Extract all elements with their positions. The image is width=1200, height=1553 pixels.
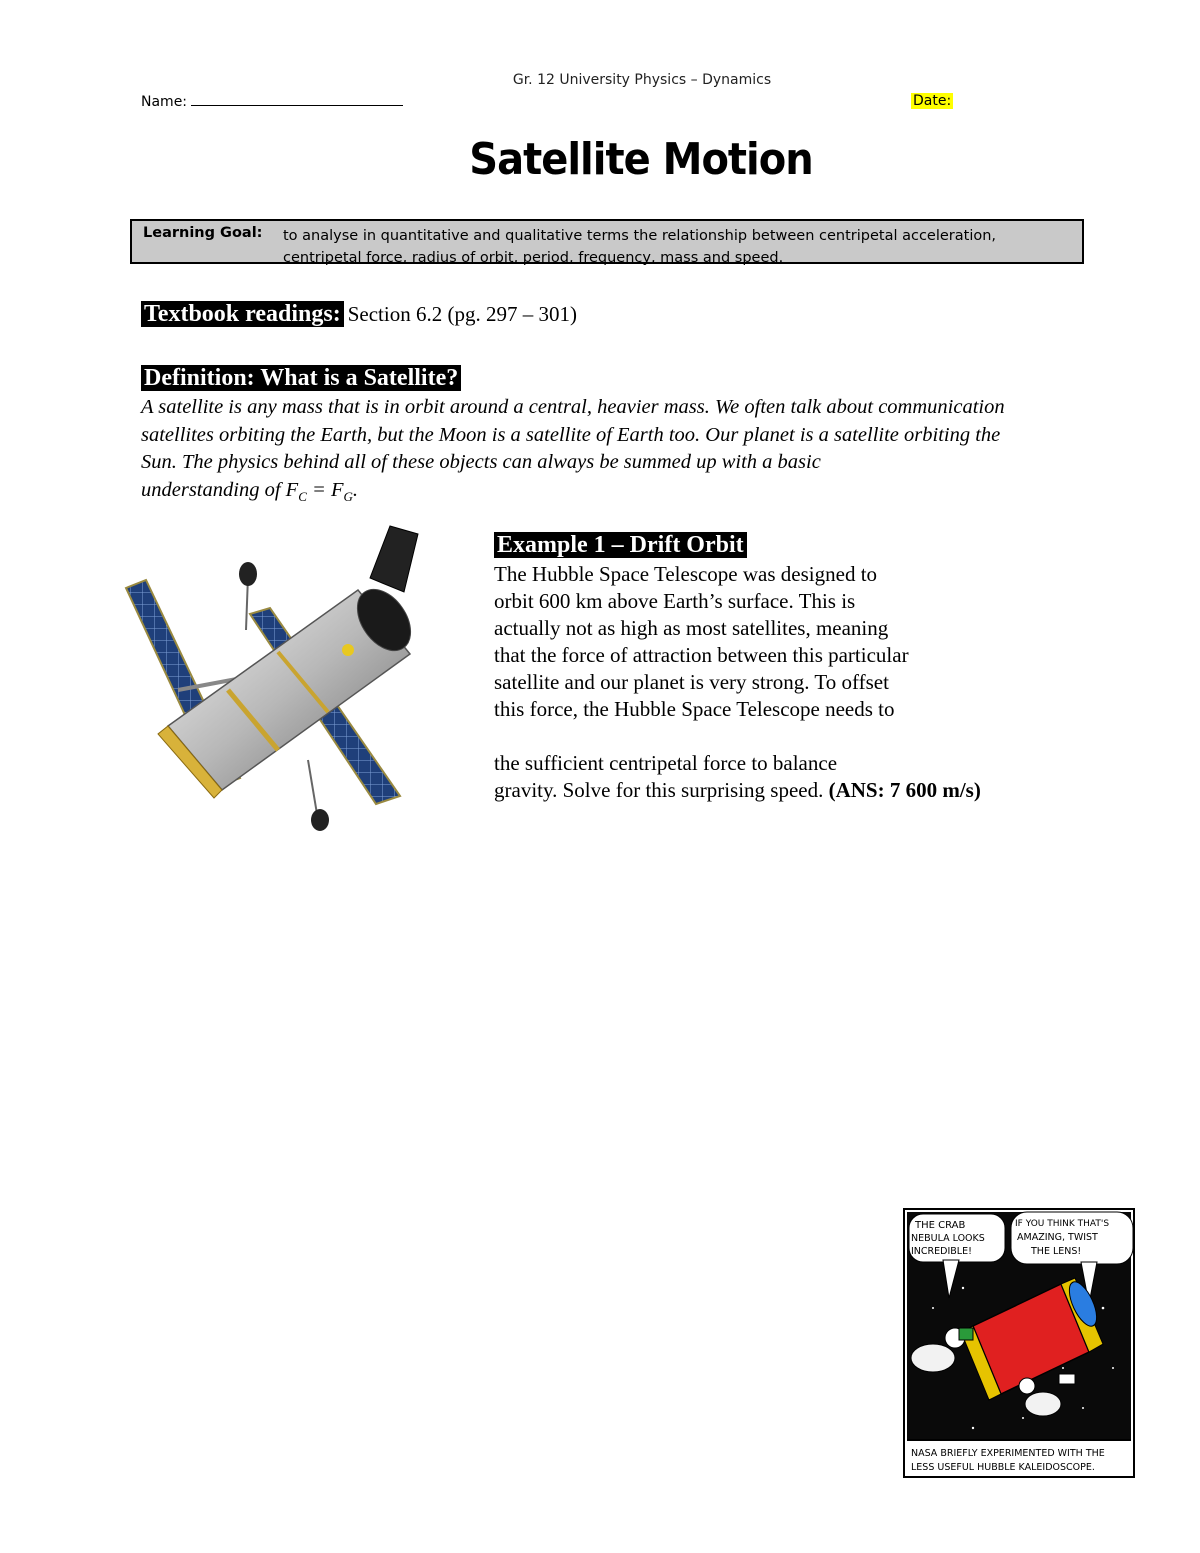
comic-caption-line-2: LESS USEFUL HUBBLE KALEIDOSCOPE.	[911, 1462, 1095, 1473]
name-label: Name:	[141, 94, 192, 110]
force-symbol-c: F	[285, 478, 299, 501]
example1-line-4: that the force of attraction between this particular	[494, 643, 909, 667]
example1-answer: (ANS: 7 600 m/s)	[828, 778, 981, 802]
bubble-left-line-2: NEBULA LOOKS	[911, 1233, 985, 1244]
bubble-left-line-3: INCREDIBLE!	[911, 1246, 972, 1257]
definition-heading-row	[141, 364, 461, 392]
definition-line-3: Sun. The physics behind all of these objects can always be summed up with a basic	[141, 451, 821, 473]
example1-line-8	[494, 777, 1054, 804]
equals-sign: =	[306, 478, 331, 501]
example1-line-7: the sufficient centripetal force to balance	[494, 751, 838, 775]
name-field	[141, 93, 403, 110]
example1-line-5: satellite and our planet is very strong. To offset	[494, 670, 889, 694]
example1-blank-line	[494, 723, 1054, 750]
definition-line-4-prefix: understanding of	[141, 478, 286, 501]
definition-heading: Definition: What is a Satellite?	[141, 365, 461, 391]
bubble-right-line-1: IF YOU THINK THAT'S	[1015, 1219, 1110, 1229]
course-title: Gr. 12 University Physics – Dynamics	[512, 72, 772, 88]
subscript-c: C	[298, 488, 307, 504]
date-label: Date:	[913, 93, 952, 109]
hubble-kaleidoscope-comic	[903, 1208, 1135, 1478]
force-symbol-g: F	[330, 478, 344, 501]
readings-text: Section 6.2 (pg. 297 – 301)	[347, 302, 577, 326]
page-title: Satellite Motion	[469, 135, 813, 185]
subscript-g: G	[343, 488, 353, 504]
hubble-telescope-image	[118, 520, 436, 838]
definition-line-2: satellites orbiting the Earth, but the Moon is a satellite of Earth too. Our planet is a satellite orbiting the	[141, 423, 1001, 446]
example1-heading: Example 1 – Drift Orbit	[494, 532, 747, 558]
definition-text	[141, 394, 1151, 510]
comic-caption-line-1: NASA BRIEFLY EXPERIMENTED WITH THE	[911, 1448, 1105, 1459]
learning-goal-box	[130, 219, 1084, 264]
example1-line-6: this force, the Hubble Space Telescope needs to	[494, 697, 895, 721]
definition-period: .	[352, 478, 358, 501]
readings-row	[141, 300, 577, 328]
definition-line-4	[141, 477, 1151, 511]
name-blank-line[interactable]	[191, 93, 403, 106]
definition-line-1: A satellite is any mass that is in orbit around a central, heavier mass. We often talk about communication	[141, 396, 1005, 418]
example1-text	[494, 561, 1054, 804]
example1-line-1: The Hubble Space Telescope was designed to	[494, 562, 878, 586]
bubble-right-line-3: THE LENS!	[1031, 1246, 1082, 1257]
bubble-left-line-1: THE CRAB	[915, 1220, 966, 1231]
learning-goal-line-2: centripetal force, radius of orbit, period, frequency, mass and speed.	[283, 250, 784, 266]
readings-heading: Textbook readings:	[141, 301, 344, 327]
example1-line-8-text: gravity. Solve for this surprising speed.	[494, 778, 829, 802]
learning-goal-label: Learning Goal:	[143, 225, 263, 241]
example1-heading-row	[494, 531, 747, 559]
example1-line-2: orbit 600 km above Earth’s surface. This is	[494, 589, 856, 613]
learning-goal-text	[283, 225, 1073, 269]
bubble-right-line-2: AMAZING, TWIST	[1017, 1232, 1098, 1243]
example1-line-3: actually not as high as most satellites, meaning	[494, 616, 889, 640]
telescope-body	[158, 526, 422, 798]
learning-goal-line-1: to analyse in quantitative and qualitative terms the relationship between centripetal acceleration,	[283, 228, 997, 244]
